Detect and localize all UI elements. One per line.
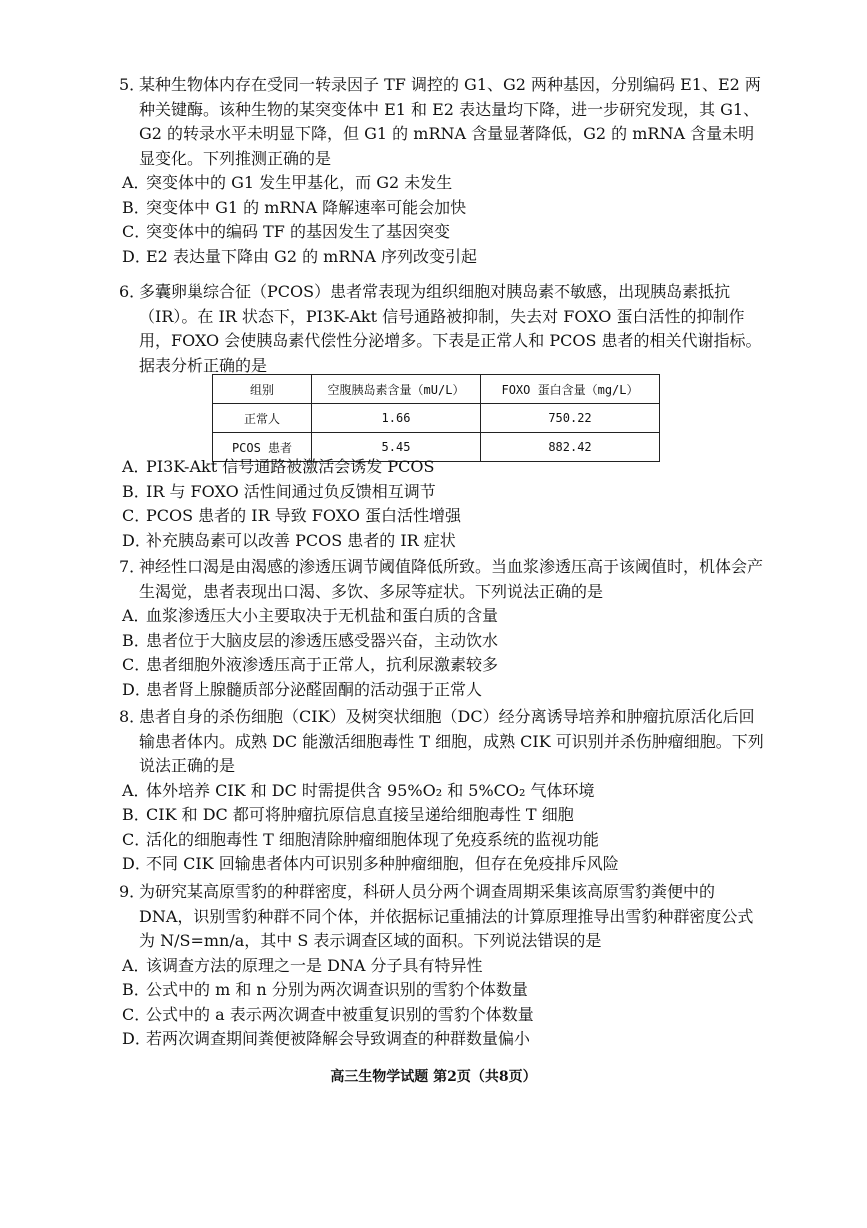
question-number: 6．	[119, 282, 146, 301]
question-text: 为研究某高原雪豹的种群密度，科研人员分两个调查周期采集该高原雪豹粪便中的 DNA，识别雪豹种群不同个体，并依据标记重捕法的计算原理推导出雪豹种群密度公式为 N/S=mn/a，其中 S 表示调查区域的面积。下列说法错误的是	[139, 882, 754, 950]
question-6	[119, 280, 769, 378]
option-d: D．患者肾上腺髓质部分泌醛固酮的活动强于正常人	[122, 679, 483, 699]
option-c: C．PCOS 患者的 IR 导致 FOXO 蛋白活性增强	[122, 506, 462, 525]
question-text: 患者自身的杀伤细胞（CIK）及树突状细胞（DC）经分离诱导培养和肿瘤抗原活化后回输患者体内。成熟 DC 能激活细胞毒性 T 细胞，成熟 CIK 可识别并杀伤肿瘤细胞。下列说法正确的是	[139, 707, 764, 775]
option-d: D．E2 表达量下降由 G2 的 mRNA 序列改变引起	[122, 246, 478, 266]
option-b: B．患者位于大脑皮层的渗透压感受器兴奋，主动饮水	[122, 630, 499, 650]
option-c: C．活化的细胞毒性 T 细胞清除肿瘤细胞体现了免疫系统的监视功能	[122, 829, 599, 849]
option-d: D．不同 CIK 回输患者体内可识别多种肿瘤细胞，但存在免疫排斥风险	[122, 854, 619, 873]
table-header-row	[213, 375, 660, 404]
question-stem	[119, 280, 769, 378]
option-a: A．突变体中的 G1 发生甲基化，而 G2 未发生	[122, 173, 453, 192]
option-b: B．CIK 和 DC 都可将肿瘤抗原信息直接呈递给细胞毒性 T 细胞	[122, 805, 574, 824]
option-b: B．突变体中 G1 的 mRNA 降解速率可能会加快	[122, 197, 467, 217]
option-c: C．公式中的 a 表示两次调查中被重复识别的雪豹个体数量	[122, 1004, 534, 1024]
table-cell: 5.45	[312, 433, 481, 462]
option-a: A．血浆渗透压大小主要取决于无机盐和蛋白质的含量	[122, 606, 499, 625]
question-6-options	[119, 455, 769, 553]
option-a: A．PI3K-Akt 信号通路被激活会诱发 PCOS	[122, 457, 435, 476]
question-number: 8．	[119, 707, 146, 726]
table-cell: PCOS 患者	[213, 433, 312, 462]
question-stem	[119, 705, 769, 779]
option-b: B．IR 与 FOXO 活性间通过负反馈相互调节	[122, 481, 436, 501]
question-number: 5．	[119, 75, 146, 94]
question-9	[119, 880, 769, 1052]
table-header: FOXO 蛋白含量（mg/L）	[481, 375, 660, 404]
option-a: A．体外培养 CIK 和 DC 时需提供含 95%O₂ 和 5%CO₂ 气体环境	[122, 780, 595, 800]
question-text: 某种生物体内存在受同一转录因子 TF 调控的 G1、G2 两种基因，分别编码 E1、E2 两种关键酶。该种生物的某突变体中 E1 和 E2 表达量均下降，进一步研究发现，其 G1、G2 的转录水平未明显下降，但 G1 的 mRNA 含量显著降低，G2 的 mRNA 含量未明显变化。下列推测正确的是	[139, 75, 761, 168]
option-a: A．该调查方法的原理之一是 DNA 分子具有特异性	[122, 955, 483, 975]
question-5	[119, 73, 769, 269]
question-7	[119, 555, 769, 702]
table-cell: 882.42	[481, 433, 660, 462]
option-d: D．补充胰岛素可以改善 PCOS 患者的 IR 症状	[122, 530, 456, 550]
question-8	[119, 705, 769, 877]
question-number: 9．	[119, 882, 146, 901]
question-stem	[119, 880, 769, 954]
option-d: D．若两次调查期间粪便被降解会导致调查的种群数量偏小	[122, 1029, 531, 1048]
table-cell: 1.66	[312, 404, 481, 433]
question-stem	[119, 73, 769, 171]
option-b: B．公式中的 m 和 n 分别为两次调查识别的雪豹个体数量	[122, 980, 528, 999]
table-cell: 正常人	[213, 404, 312, 433]
table-header: 组别	[213, 375, 312, 404]
page-footer: 高三生物学试题 第2页（共8页）	[330, 1069, 537, 1085]
question-number: 7．	[119, 557, 146, 576]
option-c: C．患者细胞外液渗透压高于正常人，抗利尿激素较多	[122, 655, 499, 674]
table-cell: 750.22	[481, 404, 660, 433]
question-text: 神经性口渴是由渴感的渗透压调节阈值降低所致。当血浆渗透压高于该阈值时，机体会产生渴觉，患者表现出口渴、多饮、多尿等症状。下列说法正确的是	[139, 557, 764, 601]
table-row	[213, 404, 660, 433]
question-stem	[119, 555, 769, 604]
metabolic-indicators-table	[212, 374, 660, 462]
table-header: 空腹胰岛素含量（mU/L）	[312, 375, 481, 404]
option-c: C．突变体中的编码 TF 的基因发生了基因突变	[122, 222, 450, 241]
question-text: 多囊卵巢综合征（PCOS）患者常表现为组织细胞对胰岛素不敏感，出现胰岛素抵抗（IR）。在 IR 状态下，PI3K-Akt 信号通路被抑制，失去对 FOXO 蛋白活性的抑制作用，FOXO 会使胰岛素代偿性分泌增多。下表是正常人和 PCOS 患者的相关代谢指标。据表分析正确的是	[139, 282, 762, 375]
